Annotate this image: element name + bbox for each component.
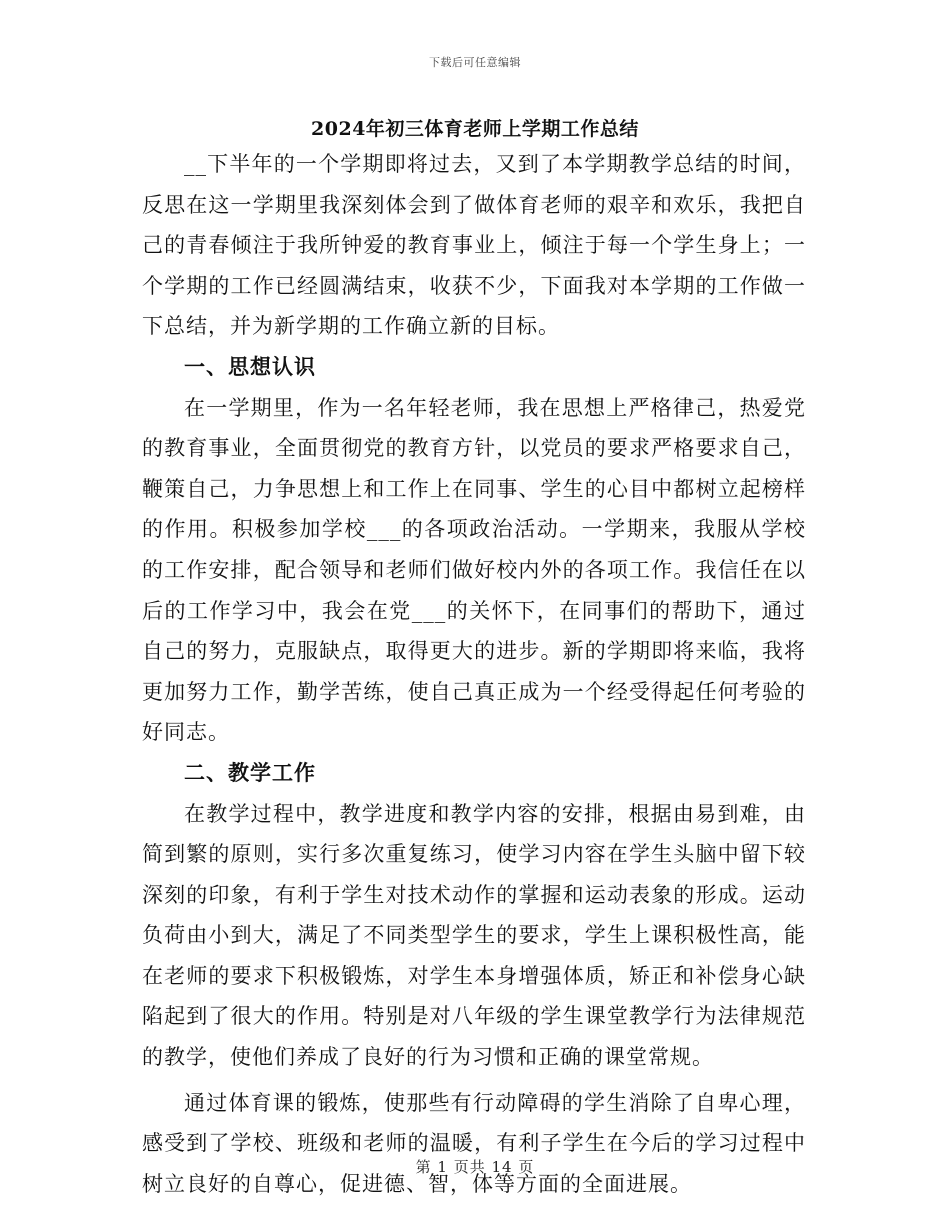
section-heading-ideology: 一、思想认识 xyxy=(184,353,316,379)
teaching-paragraph-2: 通过体育课的锻炼，使那些有行动障碍的学生消除了自卑心理，感受到了学校、班级和老师的温暖，有利子学生在今后的学习过程中树立良好的自尊心，促进德、智，体等方面的全面进展。 xyxy=(142,1090,806,1196)
page-number: 第 1 页共 14 页 xyxy=(415,1158,535,1176)
section-heading-teaching: 二、教学工作 xyxy=(184,759,316,785)
document-body xyxy=(142,144,806,1204)
download-note: 下载后可任意编辑 xyxy=(429,56,521,69)
ideology-paragraph: 在一学期里，作为一名年轻老师，我在思想上严格律己，热爱党的教育事业，全面贯彻党的教育方针，以党员的要求严格要求自己，鞭策自己，力争思想上和工作上在同事、学生的心目中都树立起榜样的作用。积极参加学校___的各项政治活动。一学期来，我服从学校的工作安排，配合领导和老师们做好校内外的各项工作。我信任在以后的工作学习中，我会在党___的关怀下，在同事们的帮助下，通过自己的努力，克服缺点，取得更大的进步。新的学期即将来临，我将更加努力工作，勤学苦练，使自己真正成为一个经受得起任何考验的好同志。 xyxy=(142,395,806,745)
teaching-paragraph-1: 在教学过程中，教学进度和教学内容的安排，根据由易到难，由简到繁的原则，实行多次重复练习，使学习内容在学生头脑中留下较深刻的印象，有利于学生对技术动作的掌握和运动表象的形成。运动负荷由小到大，满足了不同类型学生的要求，学生上课积极性高，能在老师的要求下积极锻炼，对学生本身增强体质，矫正和补偿身心缺陷起到了很大的作用。特别是对八年级的学生课堂教学行为法律规范的教学，使他们养成了良好的行为习惯和正确的课堂常规。 xyxy=(142,801,806,1070)
intro-paragraph: __下半年的一个学期即将过去，又到了本学期教学总结的时间，反思在这一学期里我深刻体会到了做体育老师的艰辛和欢乐，我把自己的青春倾注于我所钟爱的教育事业上，倾注于每一个学生身上；一个学期的工作已经圆满结束，收获不少，下面我对本学期的工作做一下总结，并为新学期的工作确立新的目标。 xyxy=(142,152,806,339)
document-title: 2024年初三体育老师上学期工作总结 xyxy=(311,118,639,140)
